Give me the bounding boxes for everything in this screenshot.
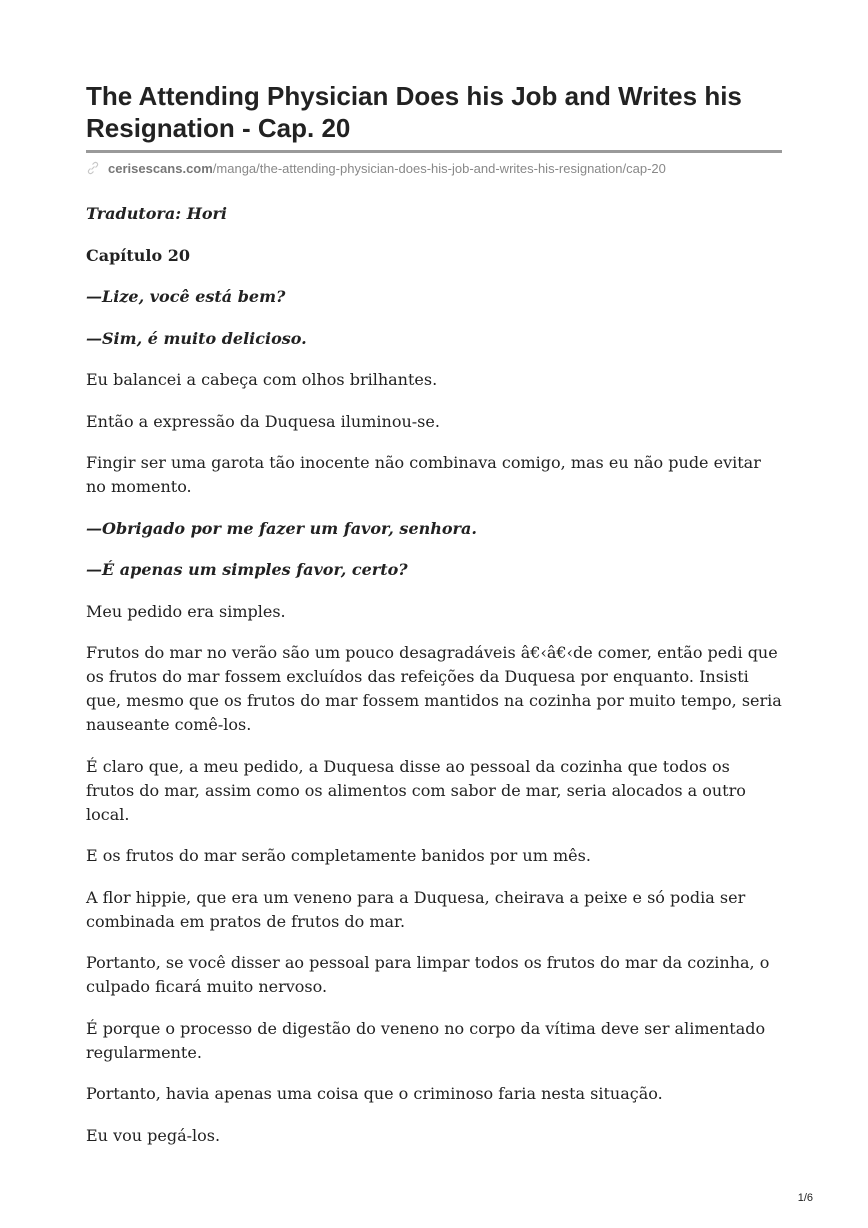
paragraph: Eu balancei a cabeça com olhos brilhantes.: [86, 370, 438, 389]
paragraph: Eu vou pegá-los.: [86, 1125, 221, 1145]
article-body: [86, 202, 782, 1165]
page-title: The Attending Physician Does his Job and Writes his Resignation - Cap. 20: [86, 81, 742, 143]
chapter-heading: Capítulo 20: [86, 245, 190, 265]
dialogue-line: —Sim, é muito delicioso.: [86, 328, 307, 348]
dialogue-line: —É apenas um simples favor, certo?: [86, 560, 408, 579]
paragraph: Portanto, se você disser ao pessoal para limpar todos os frutos do mar da cozinha, o culpado ficará muito nervoso.: [86, 953, 770, 996]
link-icon: [86, 161, 100, 175]
paragraph: É claro que, a meu pedido, a Duquesa disse ao pessoal da cozinha que todos os frutos do mar, assim como os alimentos com sabor de mar, seria alocados a outro local.: [86, 756, 746, 824]
source-url[interactable]: [86, 160, 666, 176]
paragraph: Portanto, havia apenas uma coisa que o criminoso faria nesta situação.: [86, 1084, 663, 1103]
paragraph: Então a expressão da Duquesa iluminou-se.: [86, 411, 440, 431]
translator-credit: Tradutora: Hori: [86, 204, 227, 223]
paragraph: Fingir ser uma garota tão inocente não combinava comigo, mas eu não pude evitar no momento.: [86, 453, 761, 496]
page-number: 1/6: [797, 1192, 813, 1204]
paragraph: Frutos do mar no verão são um pouco desagradáveis â€‹â€‹de comer, então pedi que os frutos do mar fossem excluídos das refeições da Duquesa por enquanto. Insisti que, mesmo que os frutos do mar fossem mantidos na cozinha por muito tempo, seria nauseante comê-los.: [86, 643, 782, 734]
paragraph: Meu pedido era simples.: [86, 601, 286, 621]
source-path[interactable]: /manga/the-attending-physician-does-his-job-and-writes-his-resignation/cap-20: [212, 160, 666, 176]
paragraph: A flor hippie, que era um veneno para a Duquesa, cheirava a peixe e só podia ser combinada em pratos de frutos do mar.: [86, 887, 746, 931]
dialogue-line: —Obrigado por me fazer um favor, senhora.: [86, 518, 477, 538]
paragraph: E os frutos do mar serão completamente banidos por um mês.: [86, 846, 591, 865]
source-domain[interactable]: cerisescans.com: [108, 160, 213, 176]
title-divider: [86, 150, 782, 153]
dialogue-line: —Lize, você está bem?: [86, 287, 286, 306]
paragraph: É porque o processo de digestão do veneno no corpo da vítima deve ser alimentado regularmente.: [86, 1018, 766, 1062]
